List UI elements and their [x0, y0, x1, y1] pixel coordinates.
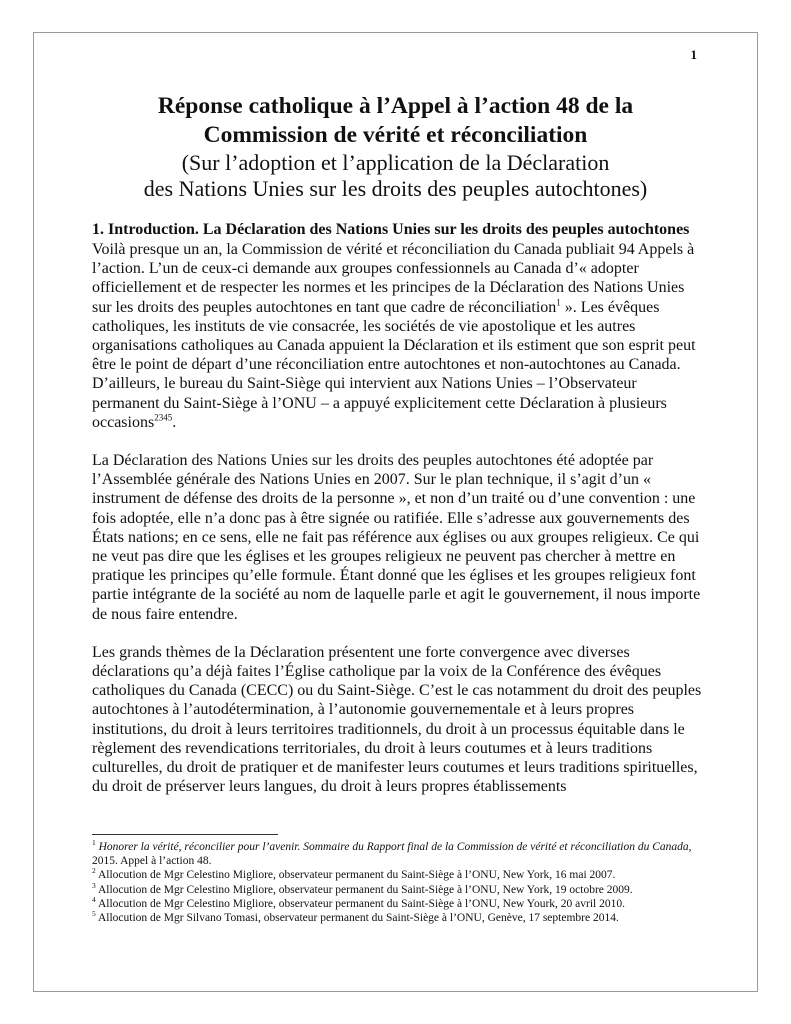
- paragraph-1-part-c: .: [172, 413, 177, 431]
- footnote-ref-2-5: 2345: [154, 412, 173, 423]
- footnote-text: Allocution de Mgr Celestino Migliore, observateur permanent du Saint-Siège à l’ONU, New Yourk, 20 avril 2010.: [95, 897, 625, 910]
- paragraph-1-part-b: ». Les évêques catholiques, les instituts de vie consacrée, les sociétés de vie apostolique et les autres organisations catholiques au Canada appuient la Déclaration et ils estiment que son esprit peut être le point de départ d’une réconciliation entre autochtones et non-autochtones au Canada. D’ailleurs, le bureau du Saint-Siège qui intervient aux Nations Unies – l’Observateur permanent du Saint-Siège à l’ONU – a appuyé explicitement cette Déclaration à plusieurs occasions: [92, 298, 696, 431]
- footnote-text: , 2015. Appel à l’action 48.: [92, 841, 692, 868]
- footnotes: [92, 840, 702, 925]
- footnote-number: 2: [92, 866, 96, 876]
- footnote-text: Allocution de Mgr Celestino Migliore, observateur permanent du Saint-Siège à l’ONU, New York, 16 mai 2007.: [95, 869, 616, 882]
- subtitle-line-1: (Sur l’adoption et l’application de la Déclaration: [181, 150, 610, 175]
- paragraph-1: [92, 240, 702, 432]
- document-body: [92, 220, 702, 796]
- paragraph-3: Les grands thèmes de la Déclaration présentent une forte convergence avec diverses déclarations qu’a déjà faites l’Église catholique par la voix de la Conférence des évêques catholiques du Canada (CECC) ou du Saint-Siège. C’est le cas notamment du droit des peuples autochtones à l’autodétermination, à l’autonomie gouvernementale et à leurs propres institutions, du droit à leurs territoires traditionnels, du droit à un processus équitable dans le règlement des revendications territoriales, du droit à leurs coutumes et à leurs traditions culturelles, du droit de pratiquer et de manifester leurs coutumes et leurs traditions spirituelles, du droit de préserver leurs langues, du droit à leurs propres établissements: [92, 643, 702, 796]
- footnote-number: 5: [92, 909, 96, 919]
- footnote-ref-1: 1: [556, 297, 561, 308]
- title-line-1: Réponse catholique à l’Appel à l’action 48 de la: [157, 93, 634, 119]
- footnote-text: Allocution de Mgr Celestino Migliore, observateur permanent du Saint-Siège à l’ONU, New York, 19 octobre 2009.: [95, 883, 633, 896]
- footnote-4: [92, 894, 702, 911]
- footnote-3: [92, 880, 702, 897]
- paragraph-2: La Déclaration des Nations Unies sur les droits des peuples autochtones été adoptée par l’Assemblée générale des Nations Unies en 2007. Sur le plan technique, il s’agit d’un « instrument de défense des droits de la personne », et non d’un traité ou d’une convention : une fois adoptée, elle n’a donc pas à être signée ou ratifiée. Elle s’adresse aux gouvernements des États nations; en ce sens, elle ne fait pas référence aux églises ou aux groupes religieux. Ce qui ne veut pas dire que les églises et les groupes religieux ne peuvent pas chercher à mettre en pratique les principes qu’elle formule. Étant donné que les églises et les groupes religieux font partie intégrante de la société au nom de laquelle parle et agit le gouvernement, il nous importe de nous faire entendre.: [92, 452, 701, 623]
- section-heading: 1. Introduction. La Déclaration des Nations Unies sur les droits des peuples autochtones: [92, 221, 690, 238]
- page-number: 1: [690, 47, 697, 62]
- title-line-2: Commission de vérité et réconciliation: [203, 122, 588, 148]
- footnote-number: 1: [92, 838, 96, 848]
- footnote-1: [92, 840, 702, 868]
- document-title: [60, 92, 731, 202]
- subtitle-line-2: des Nations Unies sur les droits des peuples autochtones): [143, 176, 648, 201]
- footnote-2: [92, 868, 702, 882]
- footnote-number: 4: [92, 894, 96, 904]
- paragraph-1-part-a: Voilà presque un an, la Commission de vérité et réconciliation du Canada publiait 94 Appels à l’action. L’un de ceux-ci demande aux groupes confessionnels au Canada d’« adopter officiellement et de respecter les normes et les principes de la Déclaration des Nations Unies sur les droits des peuples autochtones en tant que cadre de réconciliation: [92, 241, 695, 316]
- footnote-number: 3: [92, 880, 96, 890]
- footnote-5: [92, 911, 702, 925]
- footnote-text: Allocution de Mgr Silvano Tomasi, observateur permanent du Saint-Siège à l’ONU, Genève, 17 septembre 2014.: [95, 912, 619, 925]
- footnote-title-italic: Honorer la vérité, réconcilier pour l’avenir. Sommaire du Rapport final de la Commission de vérité et réconciliation du Canada: [98, 841, 689, 853]
- footnote-separator: [92, 834, 278, 835]
